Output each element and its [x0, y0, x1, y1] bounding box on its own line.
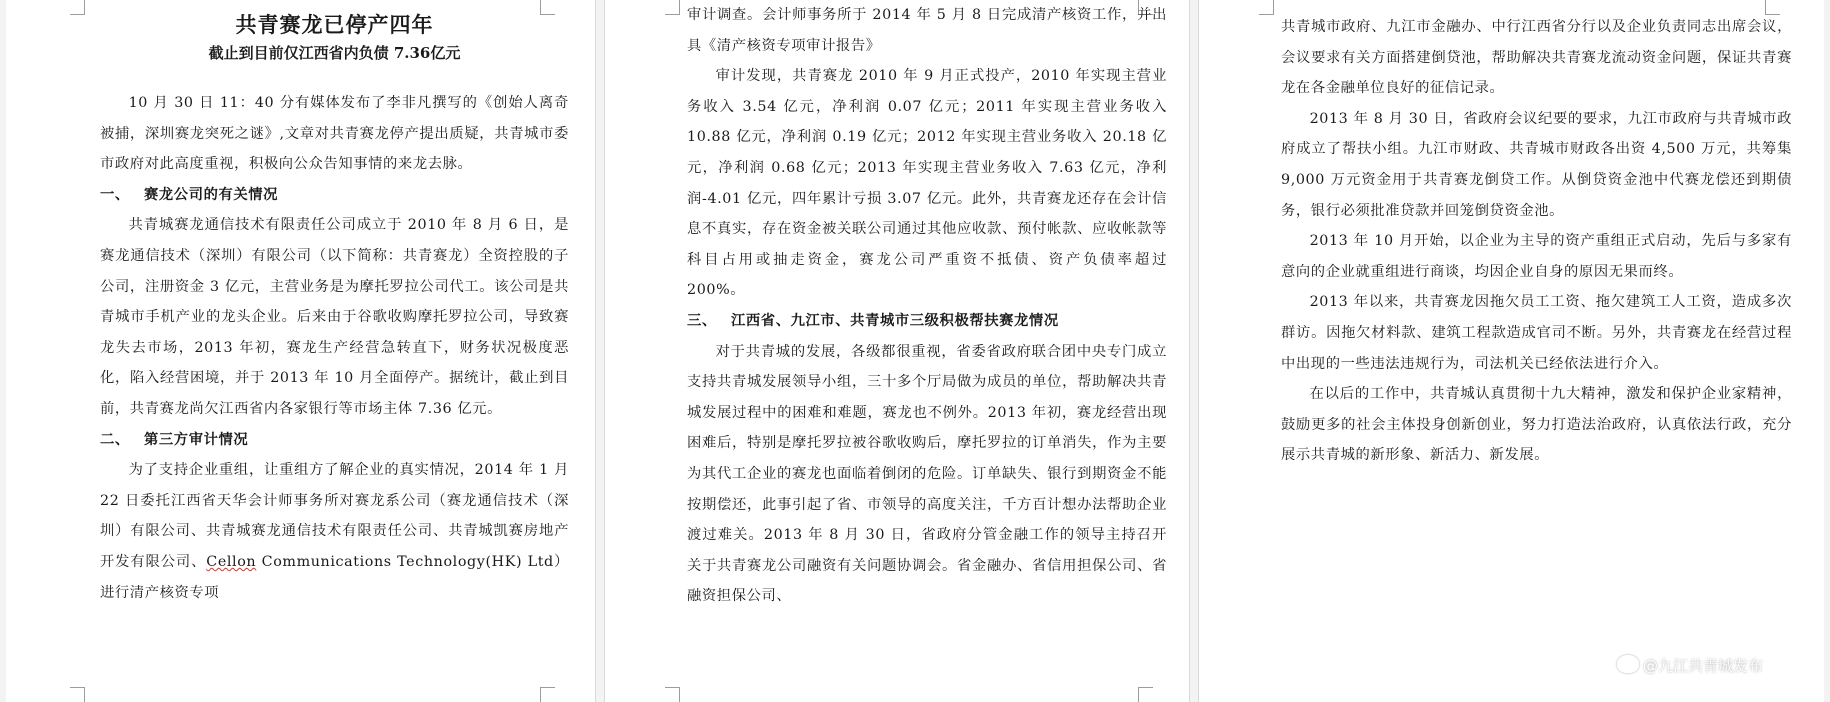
document-page-1 — [6, 0, 596, 702]
section-title: 第三方审计情况 — [144, 431, 249, 448]
weibo-watermark — [1617, 655, 1763, 676]
paragraph-text: 为了支持企业重组，让重组方了解企业的真实情况，2014 年 1 月 22 日委托江西省天华会计师事务所对赛龙系公司（赛龙通信技术（深圳）有限公司、共青城赛龙通信技术有限责任公司、共青城凯赛房地产开发有限公司、 — [100, 462, 569, 570]
section-title: 江西省、九江市、共青城市三级积极帮扶赛龙情况 — [731, 312, 1059, 329]
body-paragraph: 2013 年 8 月 30 日，省政府会议纪要的要求，九江市政府与共青城市政府成立了帮扶小组。九江市财政、共青城市财政各出资 4,500 万元，共筹集 9,000 万元资金用于共青赛龙倒贷工作。从倒贷资金池中代赛龙偿还到期债务，银行必须批准贷款并回笼倒贷资金池。 — [1281, 110, 1792, 219]
intro-paragraph: 10 月 30 日 11：40 分有媒体发布了李非凡撰写的《创始人离奇被捕，深圳赛龙突死之谜》,文章对共青赛龙停产提出质疑，共青城市委市政府对此高度重视，积极向公众告知事情的来龙去脉。 — [100, 95, 569, 173]
page-corner-mark — [540, 687, 555, 702]
continued-paragraph: 审计调查。会计师事务所于 2014 年 5 月 8 日完成清产核资工作，并出具《清产核资专项审计报告》 — [687, 7, 1167, 54]
body-paragraph: 在以后的工作中，共青城认真贯彻十九大精神，激发和保护企业家精神，鼓励更多的社会主体投身创新创业，努力打造法治政府，认真依法行政，充分展示共青城的新形象、新活力、新发展。 — [1281, 386, 1792, 464]
document-page-2 — [604, 0, 1190, 702]
page-gutter — [596, 0, 604, 702]
body-paragraph: 2013 年 10 月开始，以企业为主导的资产重组正式启动，先后与多家有意向的企业就重组进行商谈，均因企业自身的原因无果而终。 — [1281, 233, 1792, 280]
section-heading-3 — [687, 306, 1167, 337]
page-corner-mark — [70, 687, 85, 702]
watermark-text: @九江共青城发布 — [1643, 657, 1764, 675]
document-title: 共青赛龙已停产四年 — [235, 12, 434, 37]
section-number: 三、 — [687, 312, 717, 329]
section-number: 二、 — [100, 431, 130, 448]
page-gutter — [1190, 0, 1198, 702]
support-paragraph: 对于共青城的发展，各级都很重视，省委省政府联合团中央专门成立支持共青城发展领导小组，三十多个厅局做为成员的单位，帮助解决共青城发展过程中的困难和难题，赛龙也不例外。2013 年初，赛龙经营出现困难后，特别是摩托罗拉被谷歌收购后，摩托罗拉的订单消失，作为主要为其代工企业的赛龙也面临着倒闭的危险。订单缺失、银行到期资金不能按期偿还，此事引起了省、市领导的高度关注，千方百计想办法帮助企业渡过难关。2013 年 8 月 30 日，省政府分管金融工作的领导主持召开关于共青赛龙公司融资有关问题协调会。省金融办、省信用担保公司、省融资担保公司、 — [687, 343, 1167, 605]
page-corner-mark — [665, 687, 680, 702]
document-page-3 — [1198, 0, 1824, 702]
section-title: 赛龙公司的有关情况 — [144, 186, 279, 203]
audit-findings-paragraph: 审计发现，共青赛龙 2010 年 9 月正式投产，2010 年实现主营业务收入 3.54 亿元，净利润 0.07 亿元；2011 年实现主营业务收入 10.88 亿元，净利润 0.19 亿元；2012 年实现主营业务收入 20.18 亿元，净利润 0.68 亿元；2013 年实现主营业务收入 7.63 亿元，净利润-4.01 亿元，四年累计亏损 3.07 亿元。此外，共青赛龙还存在会计信息不真实，存在资金被关联公司通过其他应收款、预付帐款、应收帐款等科目占用或抽走资金，赛龙公司严重资不抵债、资产负债率超过 200%。 — [687, 68, 1167, 299]
body-paragraph: 2013 年以来，共青赛龙因拖欠员工工资、拖欠建筑工人工资，造成多次群访。因拖欠材料款、建筑工程款造成官司不断。另外，共青赛龙在经营过程中出现的一些违法违规行为，司法机关已经依法进行介入。 — [1281, 294, 1792, 372]
paragraph-text: Communications Technology(HK) Ltd）进行清产核资专项 — [100, 553, 569, 601]
section-heading-1 — [100, 180, 569, 211]
page-corner-mark — [1138, 687, 1153, 702]
section-number: 一、 — [100, 186, 130, 203]
section-heading-2 — [100, 425, 569, 456]
spellcheck-underlined-word[interactable]: Cellon — [206, 553, 257, 570]
section-1-paragraph: 共青城赛龙通信技术有限责任公司成立于 2010 年 8 月 6 日，是赛龙通信技术（深圳）有限公司（以下简称：共青赛龙）全资控股的子公司，注册资金 3 亿元，主营业务是为摩托罗拉公司代工。该公司是共青城市手机产业的龙头企业。后来由于谷歌收购摩托罗拉公司，导致赛龙失去市场，2013 年初，赛龙生产经营急转直下，财务状况极度恶化，陷入经营困境，并于 2013 年 10 月全面停产。据统计，截止到目前，共青赛龙尚欠江西省内各家银行等市场主体 7.36 亿元。 — [100, 217, 569, 417]
weibo-logo-icon — [1617, 655, 1639, 673]
continued-paragraph: 共青城市政府、九江市金融办、中行江西省分行以及企业负责同志出席会议，会议要求有关方面搭建倒贷池，帮助解决共青赛龙流动资金问题，保证共青赛龙在各金融单位良好的征信记录。 — [1281, 19, 1792, 97]
page-gutter-right — [1824, 0, 1830, 702]
document-subtitle: 截止到目前仅江西省内负债 7.36亿元 — [208, 44, 461, 62]
section-2-paragraph — [100, 455, 569, 608]
